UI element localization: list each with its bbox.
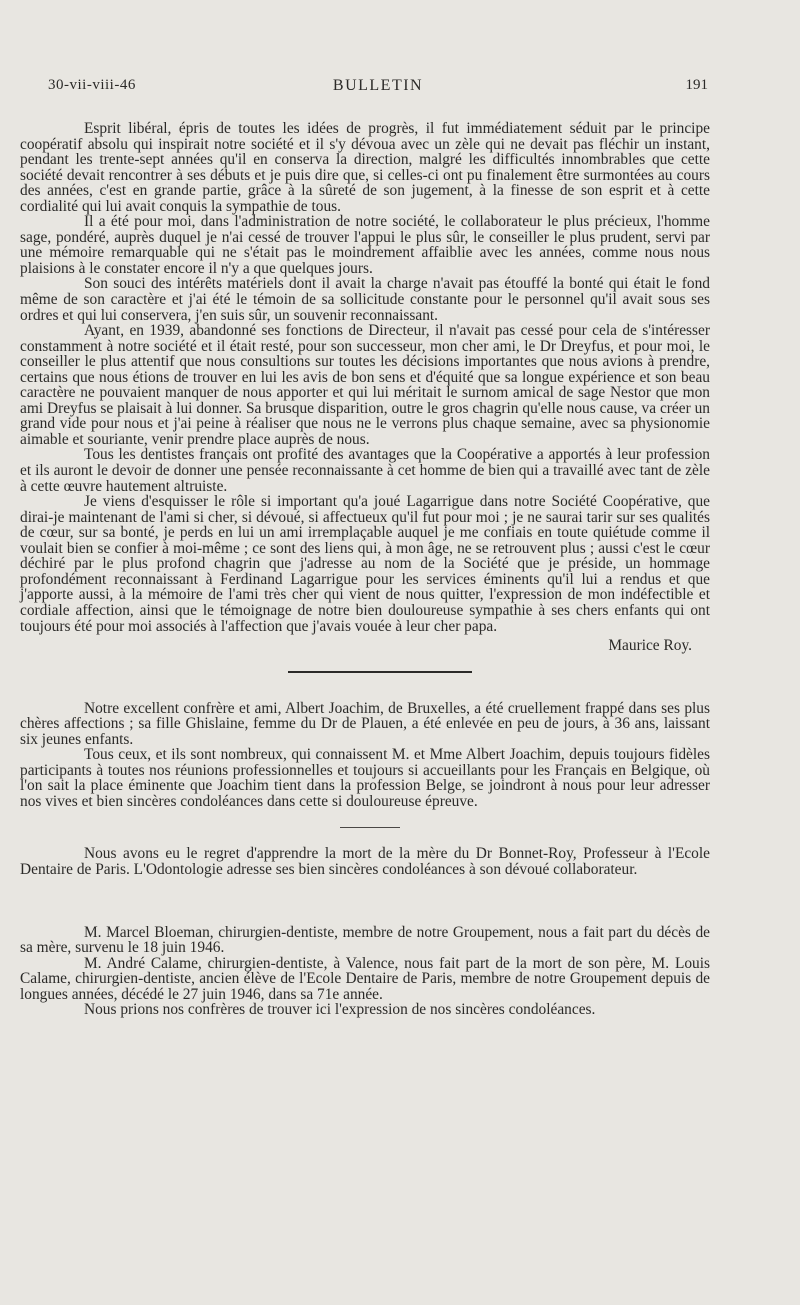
signature-text: Maurice Roy.	[608, 637, 692, 655]
paragraph: Il a été pour moi, dans l'administration de notre société, le collaborateur le plus précieux, l'homme sage, pondéré, auprès duquel je n'ai cessé de trouver l'appui le plus sûr, le conseiller le plus prudent, servi par une mémoire remarquable qui ne s'était pas le moindrement affaiblie avec les années, comme nous nous plaisions à le constater encore il n'y a que quelques jours.	[20, 213, 710, 277]
condolences-notice	[20, 925, 710, 1018]
joachim-notice	[20, 701, 710, 810]
paragraph: Je viens d'esquisser le rôle si important qu'a joué Lagarrigue dans notre Société Coopérative, que dirai-je maintenant de l'ami si cher, si dévoué, si affectueux qu'il fut pour moi ; je ne saurai tarir sur ses qualités de cœur, sur sa bonté, je perds en lui un ami irremplaçable auquel je me confiais en toute quiétude comme il voulait bien se confier à moi-même ; ce sont des liens qui, à mon âge, ne se retrouvent plus ; aussi c'est le cœur déchiré par le plus profond chagrin que j'adresse au nom de la Société que je préside, un hommage profondément reconnaissant à Ferdinand Lagarrigue pour les services éminents qu'il lui a rendus et que j'apporte aussi, à la mémoire de l'ami très cher qui vient de nous quitter, l'expression de mon indéfectible et cordiale affection, ainsi que le témoignage de notre bien douloureuse sympathie à ses chers enfants qui ont toujours été pour moi associés à l'affection que j'avais vouée à leur cher papa.	[20, 493, 710, 635]
page-header	[48, 78, 708, 98]
paragraph: Ayant, en 1939, abandonné ses fonctions de Directeur, il n'avait pas cessé pour cela de s'intéresser constamment à notre société et il était resté, pour son successeur, mon cher ami, le Dr Dreyfus, et pour moi, le conseiller le plus attentif que nous consultions sur toutes les décisions importantes que nous avions à prendre, certains que nous étions de trouver en lui les avis de bon sens et d'équité que sa longue expérience et son beau caractère ne pouvaient manquer de nous apporter et qui lui méritait le surnom amical de sage Nestor que mon ami Dreyfus se plaisait à lui donner. Sa brusque disparition, outre le gros chagrin qu'elle nous cause, va créer un grand vide pour nous et j'ai peine à réaliser que nous ne le verrons plus chaque semaine, avec sa physionomie aimable et souriante, venir prendre place auprès de nous.	[20, 322, 710, 448]
section-divider	[340, 827, 400, 828]
paragraph: M. Marcel Bloeman, chirurgien-dentiste, membre de notre Groupement, nous a fait part du décès de sa mère, survenu le 18 juin 1946.	[20, 923, 710, 957]
paragraph: Son souci des intérêts matériels dont il avait la charge n'avait pas étouffé la bonté qui était le fond même de son caractère et j'ai été le témoin de sa sollicitude constante pour le personnel qu'il avait sous ses ordres et qui lui conservera, j'en suis sûr, un souvenir reconnaissant.	[20, 275, 710, 324]
paragraph: Nous prions nos confrères de trouver ici l'expression de nos sincères condoléances.	[84, 1001, 596, 1019]
bonnet-roy-notice	[20, 846, 710, 877]
author-signature	[20, 638, 692, 654]
paragraph: M. André Calame, chirurgien-dentiste, à Valence, nous fait part de la mort de son père, M. Louis Calame, chirurgien-dentiste, ancien élève de l'Ecole Dentaire de Paris, membre de notre Groupement depuis de longues années, décédé le 27 juin 1946, dans sa 71e année.	[20, 954, 710, 1003]
page-number: 191	[685, 77, 708, 93]
journal-title: BULLETIN	[332, 77, 424, 94]
issue-date: 30-vii-viii-46	[48, 77, 136, 93]
paragraph: Tous les dentistes français ont profité des avantages que la Coopérative a apportés à leur profession et ils auront le devoir de donner une pensée reconnaissante à cet homme de bien qui a travaillé avec tant de zèle à cette œuvre hautement altruiste.	[20, 446, 710, 495]
paragraph: Nous avons eu le regret d'apprendre la mort de la mère du Dr Bonnet-Roy, Professeur à l'Ecole Dentaire de Paris. L'Odontologie adresse ses bien sincères condoléances à son dévoué collaborateur.	[20, 845, 710, 878]
page-body	[20, 121, 710, 1018]
tribute-section	[20, 121, 710, 654]
paragraph: Notre excellent confrère et ami, Albert Joachim, de Bruxelles, a été cruellement frappé dans ses plus chères affections ; sa fille Ghislaine, femme du Dr de Plauen, a été enlevée en peu de jours, à 36 ans, laissant six jeunes enfants.	[20, 699, 710, 748]
paragraph: Esprit libéral, épris de toutes les idées de progrès, il fut immédiatement séduit par le principe coopératif absolu qui inspirait notre société et il s'y dévoua avec un zèle qui ne devait pas fléchir un instant, pendant les trente-sept années qu'il en conserva la direction, malgré les difficultés innombrables que cette société devait rencontrer à ses débuts et je puis dire que, si celles-ci ont pu finalement être surmontées au cours des années, c'est en grande partie, grâce à la sûreté de son jugement, à la finesse de son esprit et à cette cordialité qui lui avait conquis la sympathie de tous.	[20, 120, 710, 215]
section-divider	[288, 671, 472, 673]
paragraph: Tous ceux, et ils sont nombreux, qui connaissent M. et Mme Albert Joachim, depuis toujours fidèles participants à toutes nos réunions professionnelles et toujours si accueillants pour les Français en Belgique, où l'on sait la place éminente que Joachim tient dans la profession Belge, se joindront à nous pour leur adresser nos vives et bien sincères condoléances dans cette si douloureuse épreuve.	[20, 746, 710, 810]
